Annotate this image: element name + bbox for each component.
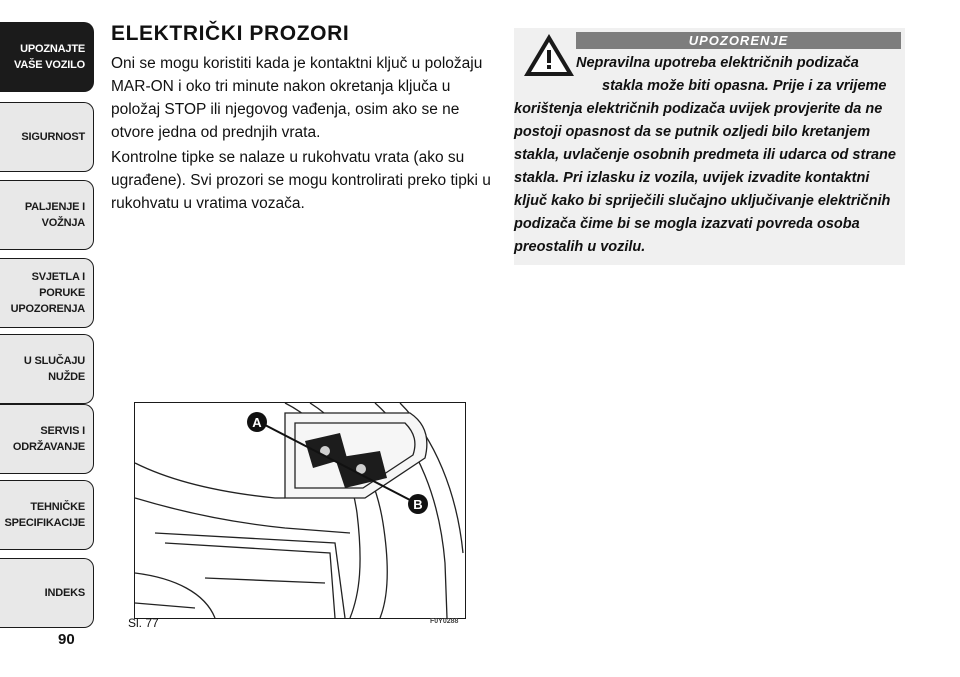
tab-svjetla-i-poruke[interactable] <box>0 258 94 328</box>
tab-label-line1: INDEKS <box>44 587 85 599</box>
tab-label-line2: VOŽNJA <box>41 217 85 229</box>
tab-servis-i-odrzavanje[interactable] <box>0 404 94 474</box>
warning-line-2: stakla može biti opasna. Prije i za vrijeme <box>602 78 887 94</box>
tab-label-line1: SIGURNOST <box>21 131 85 143</box>
warning-line-1: Nepravilna upotreba električnih podizača <box>576 55 859 71</box>
label-b: B <box>413 497 423 512</box>
figure-caption: Sl. 77 <box>128 616 159 630</box>
tab-upoznajte-vase-vozilo[interactable] <box>0 22 94 92</box>
warning-box <box>514 28 905 265</box>
paragraph-usage: Oni se mogu koristiti kada je kontaktni ključ u položaju MAR-ON i oko tri minute nakon okretanja ključa u položaj STOP ili njegovog vađenja, osim ako se ne otvore jedna od prednjih vrata. <box>111 55 483 141</box>
tab-label-line2: ODRŽAVANJE <box>12 441 85 453</box>
tab-u-slucaju-nuzde[interactable] <box>0 334 94 404</box>
door-armrest-drawing <box>135 403 465 618</box>
tab-indeks[interactable] <box>0 558 94 628</box>
paragraph-controls: Kontrolne tipke se nalaze u rukohvatu vrata (ako su ugrađene). Svi prozori se mogu kontrolirati preko tipki u rukohvatu u vratima vozača. <box>111 149 491 212</box>
warning-title: UPOZORENJE <box>576 32 901 49</box>
door-switch-illustration <box>134 402 466 619</box>
tab-label-line2: VAŠE VOZILO <box>14 59 85 71</box>
tab-label-line2: UPOZORENJA <box>10 303 85 315</box>
tab-paljenje-i-voznja[interactable] <box>0 180 94 250</box>
tab-label-line1: PALJENJE I <box>24 201 85 213</box>
tab-label-line2: NUŽDE <box>48 371 85 383</box>
label-a: A <box>252 415 262 430</box>
tab-label-line1: TEHNIČKE <box>30 501 85 513</box>
page-number: 90 <box>58 631 75 648</box>
warning-rest: korištenja električnih podizača uvijek provjerite da ne postoji opasnost da se putnik ozljedi bilo kretanjem stakla, uvlačenje osobnih predmeta ili udarca od strane stakla. Pri izlasku iz vozila, uvijek izvadite kontaktni ključ kako bi spriječili slučajno uključivanje električnih podizača čime bi se mogla izazvati povreda osoba preostalih u vozilu. <box>514 101 896 255</box>
figure-code: F0Y0288 <box>430 618 459 625</box>
tab-label-line1: SVJETLA I PORUKE <box>31 271 85 299</box>
tab-sigurnost[interactable] <box>0 102 94 172</box>
tab-label-line1: UPOZNAJTE <box>20 43 85 55</box>
tab-label-line1: SERVIS I <box>40 425 85 437</box>
tab-tehnicke-specifikacije[interactable] <box>0 480 94 550</box>
warning-text <box>514 52 902 259</box>
section-heading: ELEKTRIČKI PROZORI <box>111 22 350 45</box>
tab-label-line1: U SLUČAJU <box>23 355 85 367</box>
tab-label-line2: SPECIFIKACIJE <box>4 517 85 529</box>
